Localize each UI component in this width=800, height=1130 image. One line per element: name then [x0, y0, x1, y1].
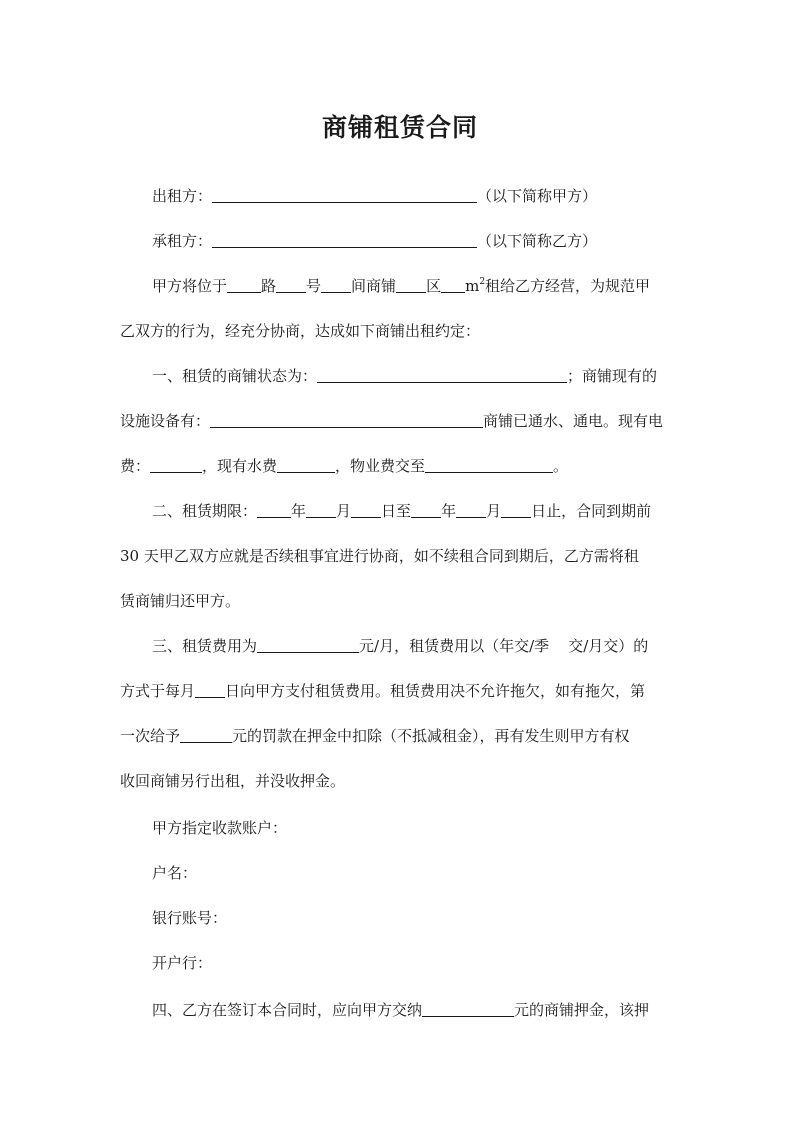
clause1-line-2	[120, 411, 680, 431]
intro-text-shop: 间商铺	[351, 277, 397, 295]
clause2-line-2: 30 天甲乙双方应就是否续租事宜进行协商，如不续租合同到期后，乙方需将租	[120, 547, 639, 565]
area-blank[interactable]	[396, 278, 426, 293]
intro-line-1	[152, 276, 680, 296]
lessor-blank[interactable]	[212, 188, 477, 203]
road-blank[interactable]	[227, 278, 261, 293]
room-blank[interactable]	[321, 278, 351, 293]
start-day-blank[interactable]	[351, 503, 381, 518]
clause1-text-c: 设施设备有：	[120, 412, 211, 430]
account-number-label: 银行账号：	[152, 909, 228, 927]
clause1-text-g: ，物业费交至	[335, 457, 426, 475]
property-fee-blank[interactable]	[425, 458, 553, 473]
clause3-text-b: 元/月，租赁费用以（年交/季 交/月交）的	[359, 637, 649, 655]
clause2-line-1	[152, 501, 680, 521]
clause4-text-b: 元的商铺押金，该押	[514, 1001, 650, 1019]
clause2-text-day1: 日至	[381, 502, 412, 520]
clause1-text-b: ；商铺现有的	[567, 367, 658, 385]
rent-amount-blank[interactable]	[257, 638, 359, 653]
end-day-blank[interactable]	[501, 503, 531, 518]
account-heading: 甲方指定收款账户：	[152, 819, 288, 837]
clause2-text-month2: 月	[486, 502, 502, 520]
clause1-text-f: ，现有水费	[202, 457, 278, 475]
intro-text-a: 甲方将位于	[152, 277, 228, 295]
intro-text-number: 号	[306, 277, 322, 295]
lessee-label: 承租方：	[152, 232, 213, 250]
clause3-text-f: 元的罚款在押金中扣除（不抵减租金），再有发生则甲方有权	[232, 727, 630, 745]
clause3-text-a: 三、租赁费用为	[152, 637, 258, 655]
clause3-text-c: 方式于每月	[120, 682, 196, 700]
intro-text-rest: 租给乙方经营，为规范甲	[485, 277, 651, 295]
account-bank-label: 开户行：	[152, 954, 213, 972]
intro-text-superscript: 2	[479, 277, 486, 287]
shop-status-blank[interactable]	[317, 368, 567, 383]
facilities-blank[interactable]	[210, 413, 483, 428]
clause1-text-a: 一、租赁的商铺状态为：	[152, 367, 318, 385]
electricity-blank[interactable]	[150, 458, 202, 473]
lessee-blank[interactable]	[212, 233, 477, 248]
deposit-blank[interactable]	[422, 1002, 514, 1017]
start-month-blank[interactable]	[306, 503, 336, 518]
intro-text-zone: 区	[426, 277, 442, 295]
end-year-blank[interactable]	[411, 503, 441, 518]
clause3-line-2	[120, 681, 680, 701]
clause2-text-a: 二、租赁期限：	[152, 502, 258, 520]
number-blank[interactable]	[276, 278, 306, 293]
lessor-note: （以下简称甲方）	[477, 187, 598, 205]
size-blank[interactable]	[441, 278, 465, 293]
lessor-label: 出租方：	[152, 187, 213, 205]
clause2-line-3: 赁商铺归还甲方。	[120, 592, 241, 610]
clause3-text-e: 一次给予	[120, 727, 181, 745]
clause2-text-month1: 月	[336, 502, 352, 520]
pay-day-blank[interactable]	[195, 683, 225, 698]
lessor-line	[152, 186, 680, 206]
clause2-text-year2: 年	[441, 502, 457, 520]
clause3-text-d: 日向甲方支付租赁费用。租赁费用决不允许拖欠，如有拖欠，第	[225, 682, 646, 700]
clause1-line-3	[120, 456, 680, 476]
intro-text-road: 路	[261, 277, 277, 295]
clause1-text-e: 费：	[120, 457, 151, 475]
clause1-text-h: 。	[553, 457, 569, 475]
end-month-blank[interactable]	[456, 503, 486, 518]
clause4-line-1	[152, 1000, 680, 1020]
penalty-blank[interactable]	[180, 728, 232, 743]
clause3-line-4: 收回商铺另行出租，并没收押金。	[120, 772, 346, 790]
page-title: 商铺租赁合同	[321, 113, 478, 142]
lessee-note: （以下简称乙方）	[477, 232, 598, 250]
lessee-line	[152, 231, 680, 251]
intro-text-unit: m	[465, 277, 480, 295]
intro-line-2: 乙双方的行为，经充分协商，达成如下商铺出租约定：	[120, 322, 481, 340]
water-blank[interactable]	[277, 458, 335, 473]
clause4-text-a: 四、乙方在签订本合同时，应向甲方交纳	[152, 1001, 423, 1019]
clause2-text-rest: 日止，合同到期前	[531, 502, 652, 520]
clause3-line-3	[120, 726, 680, 746]
clause3-line-1	[152, 636, 680, 656]
clause1-line-1	[152, 366, 680, 386]
clause2-text-year1: 年	[291, 502, 307, 520]
start-year-blank[interactable]	[257, 503, 291, 518]
clause1-text-d: 商铺已通水、通电。现有电	[483, 412, 664, 430]
account-name-label: 户名：	[152, 864, 198, 882]
